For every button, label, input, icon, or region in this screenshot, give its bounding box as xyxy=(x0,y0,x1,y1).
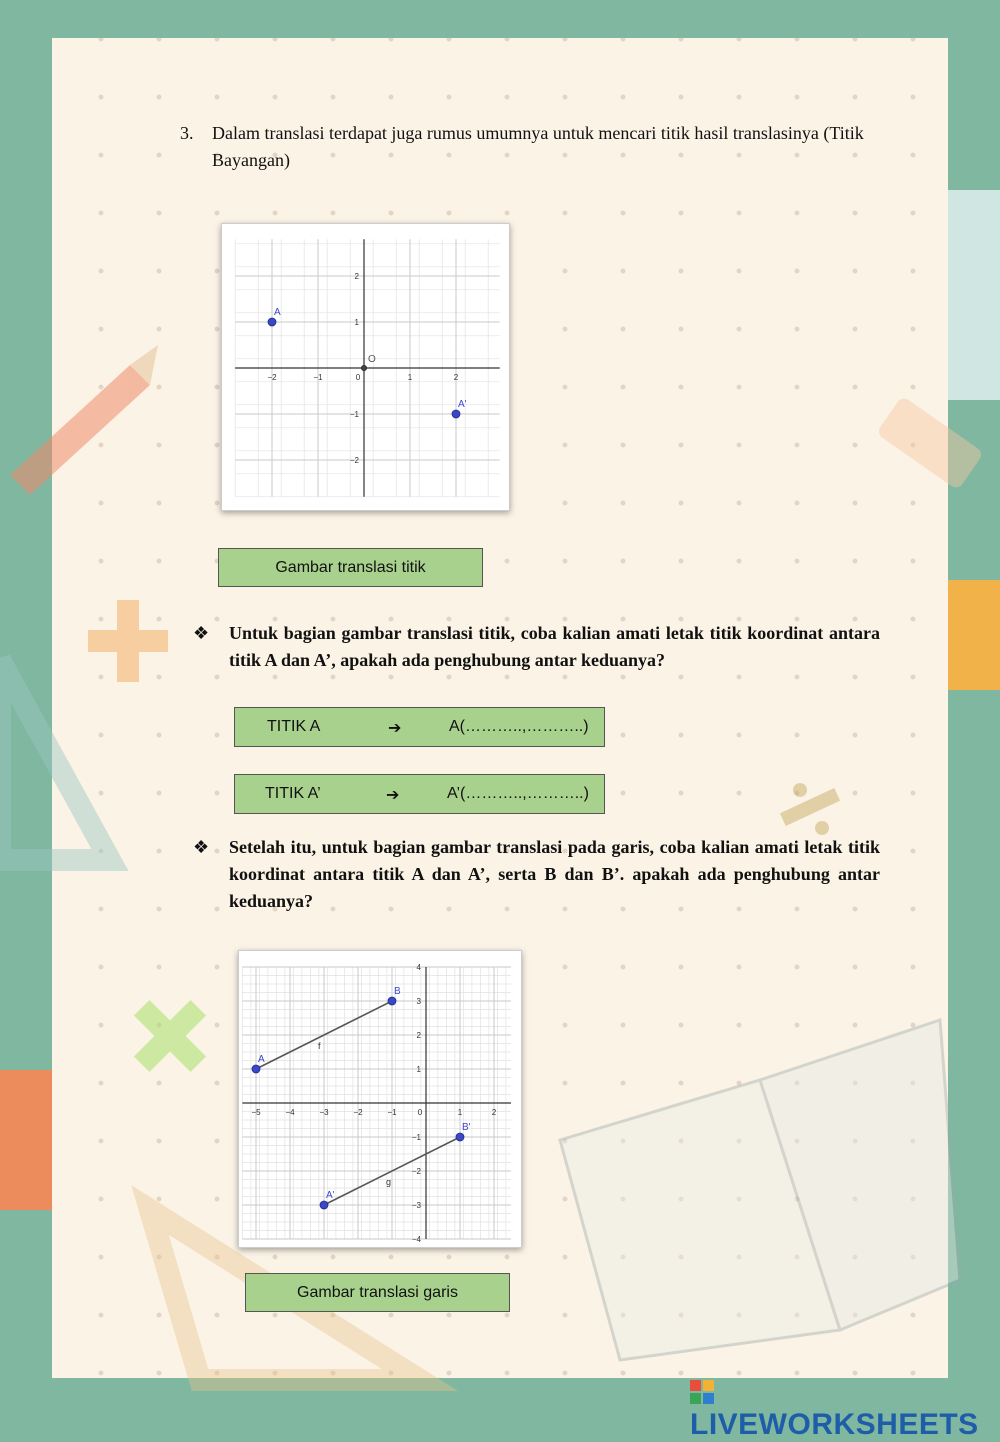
question-text: Dalam translasi terdapat juga rumus umumnya untuk mencari titik hasil translasinya (Titik Bayangan) xyxy=(212,123,864,170)
point-B' xyxy=(456,1133,464,1141)
x-tick-label: −1 xyxy=(313,373,323,382)
point-label: A' xyxy=(326,1190,335,1201)
times-icon xyxy=(134,1000,206,1072)
x-tick-label: 1 xyxy=(457,1108,463,1117)
coord-box-a-prime[interactable] xyxy=(234,774,605,814)
x-tick-label: 1 xyxy=(407,373,413,382)
x-tick-label: −4 xyxy=(285,1108,295,1117)
x-tick-label: −2 xyxy=(267,373,277,382)
y-tick-label: −4 xyxy=(411,1235,421,1244)
y-tick-label: 2 xyxy=(354,272,359,281)
coord-value[interactable]: A(………..,………..) xyxy=(449,718,589,735)
x-tick-label: 2 xyxy=(453,373,459,382)
y-tick-label: −3 xyxy=(411,1201,421,1210)
point-label: B' xyxy=(462,1122,471,1133)
coord-box-a[interactable] xyxy=(234,707,605,747)
line-translation-graph xyxy=(238,950,522,1248)
segment-label: g xyxy=(386,1177,392,1187)
y-tick-label: 1 xyxy=(416,1065,421,1074)
diamond-bullet-icon: ❖ xyxy=(193,623,210,643)
y-tick-label: 2 xyxy=(416,1031,421,1040)
caption-line-translation xyxy=(245,1273,510,1312)
point-B xyxy=(388,997,396,1005)
question-number: 3. xyxy=(180,123,194,143)
point-A' xyxy=(320,1201,328,1209)
y-tick-label: 4 xyxy=(416,963,421,972)
x-tick-label: −3 xyxy=(319,1108,329,1117)
y-tick-label: 3 xyxy=(416,997,421,1006)
coord-label: TITIK A’ xyxy=(265,785,321,802)
point-A' xyxy=(452,410,460,418)
arrow-icon: ➔ xyxy=(388,720,402,737)
book-icon xyxy=(560,1020,960,1360)
liveworksheets-logo xyxy=(690,1374,1000,1442)
point-label: A' xyxy=(458,399,467,410)
x-tick-label: −5 xyxy=(251,1108,261,1117)
arrow-icon: ➔ xyxy=(386,787,400,804)
instruction-2 xyxy=(193,834,880,915)
x-tick-label: 2 xyxy=(491,1108,497,1117)
question-3 xyxy=(180,120,880,174)
y-tick-label: −2 xyxy=(349,456,359,465)
point-A xyxy=(252,1065,260,1073)
divide-icon xyxy=(780,783,840,835)
point-label: A xyxy=(274,307,281,318)
pencil-icon xyxy=(10,345,158,495)
caption-text: Gambar translasi titik xyxy=(275,559,426,576)
x-tick-label: 0 xyxy=(417,1108,423,1117)
diamond-bullet-icon: ❖ xyxy=(193,837,210,857)
instruction-1 xyxy=(193,620,880,674)
y-tick-label: −2 xyxy=(411,1167,421,1176)
graph-2-svg xyxy=(239,951,521,1247)
point-O xyxy=(361,365,366,370)
instruction-text: Setelah itu, untuk bagian gambar translasi pada garis, coba kalian amati letak titik koordinat antara titik A dan A’, serta B dan B’. apakah ada penghubung antar keduanya? xyxy=(229,837,880,911)
x-tick-label: −1 xyxy=(387,1108,397,1117)
y-tick-label: −1 xyxy=(349,410,359,419)
point-label: A xyxy=(258,1054,265,1065)
graph-1-svg xyxy=(222,224,509,510)
brand-name: LIVEWORKSHEETS xyxy=(690,1408,979,1441)
point-label: O xyxy=(368,354,376,365)
segment-label: f xyxy=(318,1041,321,1051)
caption-text: Gambar translasi garis xyxy=(297,1284,458,1301)
y-tick-label: −1 xyxy=(411,1133,421,1142)
x-tick-label: 0 xyxy=(355,373,361,382)
caption-point-translation xyxy=(218,548,483,587)
instruction-text: Untuk bagian gambar translasi titik, coba kalian amati letak titik koordinat antara titik A dan A’, apakah ada penghubung antar keduanya? xyxy=(229,623,880,670)
y-tick-label: 1 xyxy=(354,318,359,327)
coord-value[interactable]: A’(………..,………..) xyxy=(447,785,589,802)
point-label: B xyxy=(394,986,401,997)
triangle-ruler-icon xyxy=(0,660,110,860)
eraser-icon xyxy=(876,395,984,490)
liveworksheets-icon xyxy=(690,1380,714,1404)
point-A xyxy=(268,318,276,326)
coord-label: TITIK A xyxy=(267,718,321,735)
plus-icon xyxy=(88,600,168,682)
point-translation-graph xyxy=(221,223,510,511)
x-tick-label: −2 xyxy=(353,1108,363,1117)
